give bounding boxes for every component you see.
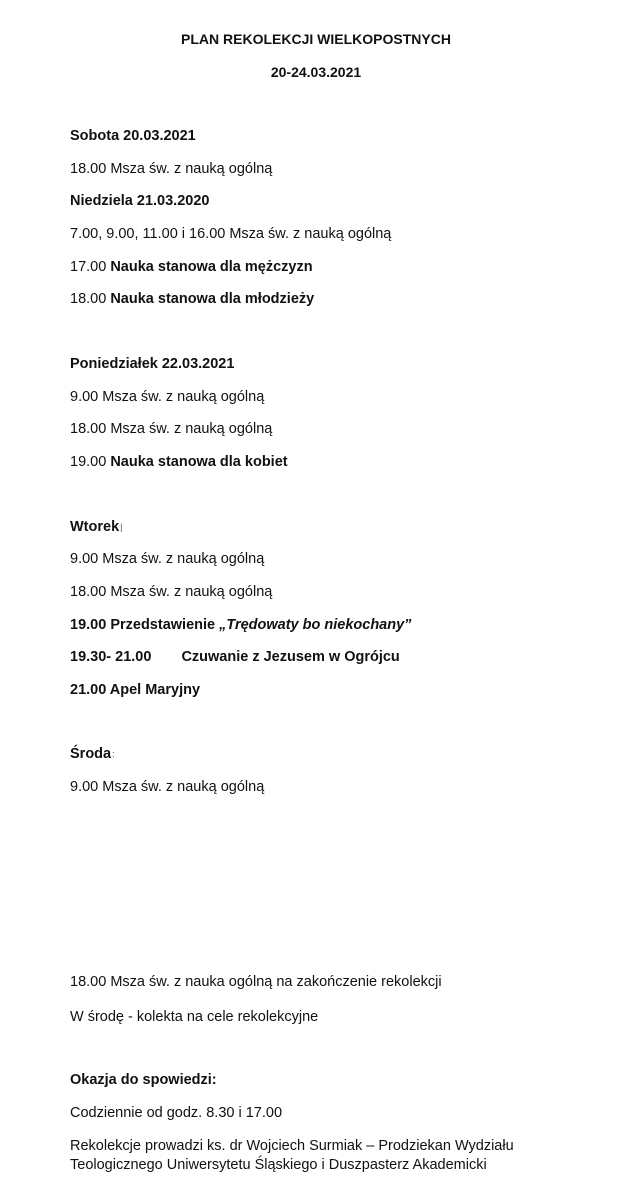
text-cursor-icon: :: [112, 749, 115, 760]
sunday-item-youth: [70, 290, 314, 308]
sunday-item-men-text: Nauka stanowa dla mężczyzn: [110, 259, 313, 275]
sunday-item-masses: 7.00, 9.00, 11.00 i 16.00 Msza św. z nauką ogólną: [70, 226, 392, 242]
tuesday-item-vigil: [70, 648, 400, 666]
monday-item-women-time: 19.00: [70, 454, 111, 470]
tuesday-item-morning: 9.00 Msza św. z nauką ogólną: [70, 551, 265, 567]
document-dates: 20-24.03.2021: [270, 64, 362, 80]
tuesday-item-play-prefix: 19.00 Przedstawienie: [70, 617, 220, 633]
tuesday-item-play: [70, 616, 411, 634]
document-title: PLAN REKOLEKCJI WIELKOPOSTNYCH: [181, 31, 451, 47]
tuesday-item-play-title: „Trędowaty bo niekochany”: [219, 617, 412, 633]
footer-line-1: Rekolekcje prowadzi ks. dr Wojciech Surmiak – Prodziekan Wydziału: [70, 1138, 514, 1154]
sunday-heading: Niedziela 21.03.2020: [70, 193, 210, 209]
sunday-item-men-time: 17.00: [70, 259, 111, 275]
wednesday-heading: Środa: [70, 746, 112, 762]
monday-item-morning: 9.00 Msza św. z nauką ogólną: [70, 389, 265, 405]
saturday-item: 18.00 Msza św. z nauką ogólną: [70, 161, 273, 177]
text-cursor-icon: |: [120, 522, 123, 533]
tuesday-item-evening: 18.00 Msza św. z nauką ogólną: [70, 584, 273, 600]
sunday-item-men: [70, 258, 313, 276]
wednesday-item-morning: 9.00 Msza św. z nauką ogólną: [70, 779, 265, 795]
tuesday-item-vigil-time: 19.30- 21.00: [70, 649, 152, 665]
closing-collection: W środę - kolekta na cele rekolekcyjne: [70, 1009, 319, 1025]
wednesday-heading-row: [70, 745, 115, 763]
tuesday-heading: Wtorek: [70, 519, 120, 535]
monday-item-women: [70, 453, 288, 471]
monday-heading: Poniedziałek 22.03.2021: [70, 356, 235, 372]
saturday-heading: Sobota 20.03.2021: [70, 128, 196, 144]
sunday-item-youth-text: Nauka stanowa dla młodzieży: [110, 291, 315, 307]
tuesday-item-apel: 21.00 Apel Maryjny: [70, 682, 201, 698]
tuesday-heading-row: [70, 518, 123, 536]
confession-hours: Codziennie od godz. 8.30 i 17.00: [70, 1105, 283, 1121]
tuesday-item-vigil-text: Czuwanie z Jezusem w Ogrójcu: [181, 649, 400, 665]
closing-mass: 18.00 Msza św. z nauka ogólną na zakończenie rekolekcji: [70, 974, 442, 990]
confession-heading: Okazja do spowiedzi:: [70, 1072, 217, 1088]
footer-line-2: Teologicznego Uniwersytetu Śląskiego i Duszpasterz Akademicki: [70, 1157, 487, 1173]
sunday-item-youth-time: 18.00: [70, 291, 111, 307]
monday-item-women-text: Nauka stanowa dla kobiet: [110, 454, 288, 470]
monday-item-evening: 18.00 Msza św. z nauką ogólną: [70, 421, 273, 437]
